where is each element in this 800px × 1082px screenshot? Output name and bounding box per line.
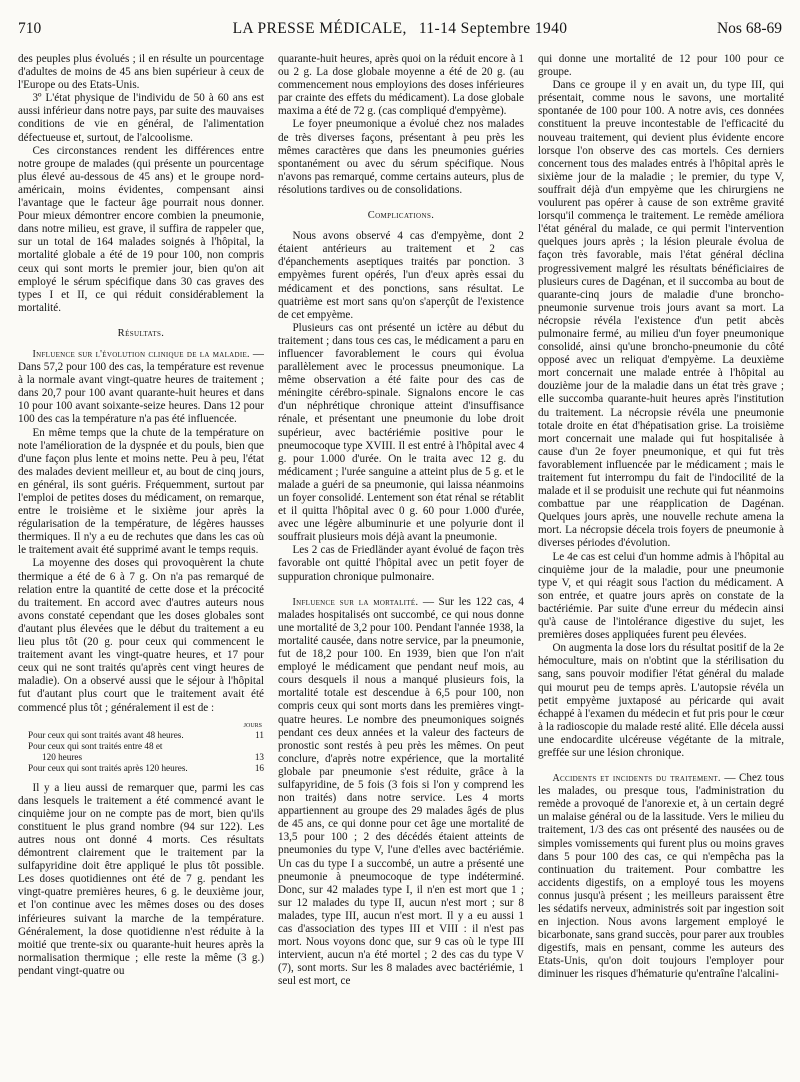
- paragraph: Dans ce groupe il y en avait un, du type III, qui présentait, comme nous le savons, une mortalité spontanée de 100 pour 100. A notre avis, ces données constituent la preuve incontestable de l'efficacité du nouveau traitement, qui devient plus évidente encore lorsque l'on observe des cas mortels. Ces derniers concernent tous des malades entrés à l'hôpital après le sixième jour de la maladie ; le premier, du type V, souffrait déjà d'un empyème que les chirurgiens ne voulurent pas opérer à cause de son extrême gravité lorsqu'il commença le traitement. Le remède améliora l'état général du malade, ce qui permit l'intervention quelques jours après ; la lésion pleurale évolua de façon très favorable, mais l'état général déclina progressivement malgré les résultats bénéficiaires de plusieurs cures de Dagénan, et il succomba au bout de quarante-cinq jours de maladie d'une broncho-pneumonie survenue trois jours avant sa mort. La nécropsie révéla l'existence d'un petit abcès pulmonaire fermé, au milieu d'un foyer pneumonique consolidé, ainsi qu'une broncho-pneumonie du côté opposé avec un reliquat d'empyème. La deuxième mort concernait une malade entrée à l'hôpital au douzième jour de la maladie dans un état très grave ; elle succomba quarante-huit heures après l'institution du traitement. La nécropsie révéla une pneumonie totale droite en état d'hépatisation grise. La troisième mort concernait une malade qui fut hospitalisée à cause d'un 2e foyer pneumonique, et qui fut très favorablement influencée par le médicament ; mais le traitement fut interrompu du fait de l'indocilité de la malade et il se produisit une rechute qui fut néanmoins combattue par une réapplication de Dagénan. Quelques jours après, une nouvelle rechute amena la mort. La nécropsie décela trois foyers de pneumonie à diverses périodes d'évolution.: [538, 79, 784, 550]
- paragraph: Le 4e cas est celui d'un homme admis à l'hôpital au cinquième jour de la maladie, pour une pneumonie type V, et qui réagit sous l'action du médicament. A son entrée, et quatre jours après on constate de la bactériémie. Par suite d'une erreur du médecin ainsi qu'à cause de l'intolérance digestive du sujet, les premières doses appliquées furent peu élevées.: [538, 550, 784, 642]
- paragraph: qui donne une mortalité de 12 pour 100 pour ce groupe.: [538, 53, 784, 79]
- paragraph: [538, 772, 784, 982]
- journal-name: LA PRESSE MÉDICALE,: [232, 20, 407, 37]
- table-cell-label: Pour ceux qui sont traités entre 48 et: [28, 740, 163, 751]
- table-row: [28, 752, 264, 763]
- run-in-heading: Influence sur l'évolution clinique de la maladie.: [32, 348, 250, 360]
- table-cell-label: Pour ceux qui sont traités après 120 heures.: [28, 762, 188, 773]
- table-row: [28, 730, 264, 741]
- table-cell-label: Pour ceux qui sont traités avant 48 heures.: [28, 729, 184, 740]
- paragraph: quarante-huit heures, après quoi on la réduit encore à 1 ou 2 g. La dose globale moyenne a été de 20 g. (au commencement nous employions des doses inférieures par crainte des effets du médicament). La dose globale maxima a été de 72 g. (cas compliqué d'empyème).: [278, 53, 524, 118]
- paragraph-text: — Chez tous les malades, ou presque tous, l'administration du remède a provoqué de l'anorexie et, à un certain degré un malaise général ou de la lassitude. Vers le milieu du traitement, 1/3 des cas ont présenté des nausées ou de simples vomissements qui furent plus ou moins graves dans 5 pour 100 des cas, ce qui n'empêcha pas la continuation du traitement. Pour combattre les accidents digestifs, on a employé tous les moyens connus jusqu'à présent ; les meilleurs paraissent être les sédatifs nerveux, administrés soit par ingestion soit en injection. Nous avons largement employé le bicarbonate, sans grand succès, pour parer aux troubles digestifs, mais en pensant, comme les auteurs des Etats-Unis, qu'on doit toujours l'employer pour diminuer les risques d'hématurie qu'entraîne l'alcalini-: [538, 772, 784, 981]
- paragraph-text: — Sur les 122 cas, 4 malades hospitalisés ont succombé, ce qui nous donne une mortalité de 3,2 pour 100. Pendant l'année 1938, la mortalité causée, dans notre service, par la pneumonie, fut de 18,2 pour 100. En 1939, bien que l'on n'ait employé le médicament que pendant neuf mois, au cours desquels il nous a manqué plusieurs fois, la mortalité totale est descendue à 6,5 pour 100, non compris ceux qui sont morts dans les premières vingt-quatre heures. Le nombre des pneumoniques soignés pendant ces deux années et la valeur des facteurs de pronostic sont restés à peu près les mêmes. On peut conclure, d'après notre expérience, que la mortalité globale par pneumonie s'est réduite, grâce à la sulfapyridine, de 5 fois (3 fois si l'on y comprend les non traités) dans notre service. Les 4 morts appartiennent au groupe des 29 malades âgés de plus de 45 ans, ce qui donne pour cet âge une mortalité de 13,5 pour 100 ; 2 des décédés étaient atteints de pneumonies du type V, l'une d'elles avec bactériémie. Un cas du type I a succombé, un autre a présenté une pneumonie à pneumocoque de type indéterminé. Donc, sur 42 malades type I, il n'en est mort que 1 ; sur 12 malades du type II, aucun n'est mort ; sur 8 malades, type III, aucun n'est mort. Il y a eu aussi 1 cas d'association des types III et VIII : il n'est pas mort. Nous voyons donc que, sur 9 cas où le type III intervient, aucun n'a été mortel ; 2 des cas du type V (7), sont morts. Sur les 8 malades avec bactériémie, 1 seul est mort, ce: [278, 595, 524, 988]
- table-cell-value: 11: [255, 729, 264, 740]
- paragraph: [278, 596, 524, 989]
- issue-number: Nos 68-69: [716, 20, 782, 37]
- column-right: [538, 53, 784, 1073]
- paragraph: Les 2 cas de Friedländer ayant évolué de façon très favorable ont quitté l'hôpital avec un petit foyer de suppuration chronique pulmonaire.: [278, 544, 524, 583]
- paragraph: Il y a lieu aussi de remarquer que, parmi les cas dans lesquels le traitement a été commencé avant le cinquième jour on ne compte pas de mort, bien qu'ils constituent le plus grand nombre (94 sur 122). Les autres nous ont donné 4 morts. Ces résultats démontrent clairement que le traitement par la sulfapyridine doit être appliqué le plus tôt possible. Les doses quotidiennes ont été de 7 g. pendant les vingt-quatre premières heures, 6 g. le deuxième jour, et l'on continue avec les mêmes doses ou des doses inférieures suivant la marche de la température. Généralement, la dose quotidienne n'est réduite à la moitié que trente-six ou quarante-huit heures après la normalisation thermique ; elle reste la même (3 g.) pendant vingt-quatre ou: [18, 781, 264, 977]
- run-in-heading: Accidents et incidents du traitement.: [552, 773, 721, 785]
- page-header: [18, 18, 782, 40]
- table-cell-label: 120 heures: [42, 751, 83, 762]
- table-cell-value: 13: [254, 751, 264, 762]
- column-middle: [278, 53, 524, 1073]
- paragraph: Plusieurs cas ont présenté un ictère au début du traitement ; dans tous ces cas, le médicament a paru en influencer favorablement le cours qui évolua parallèlement avec le processus pneumonique. La même observation a été faite pour des cas de méningite cérébro-spinale. Signalons encore le cas d'un néphrétique chronique atteint d'insuffisance rénale, et présentant une pneumonie du lobe droit supérieur, avec bactériémie positive pour le pneumocoque type XVIII. Il est entré à l'hôpital avec 4 g. pour 1.000 d'urée. On le traita avec 12 g. du médicament ; l'urée sanguine a atteint plus de 5 g. et le malade a guéri de sa pneumonie, qui laissa néanmoins un foyer consolidé. Lentement son état rénal se rétablit et il quitta l'hôpital avec 0 g. 60 pour 1.000 d'urée, avec une légère albuminurie et une polyurie dont il souffrait plusieurs mois déjà avant la pneumonie.: [278, 321, 524, 544]
- paragraph: On augmenta la dose lors du résultat positif de la 2e hémoculture, mais on n'obtint que la stérilisation du sang, sans pouvoir modifier l'état général du malade qui mourut peu de temps après. L'autopsie révéla un petit empyème juxtaposé au péricarde qui avait échappé à l'examen du médecin et fut pris pour le cœur à la radioscopie du malade resté alité. Elle décela aussi une endocardite ulcéreuse végétante de la mitrale, greffée sur une lésion chronique.: [538, 642, 784, 759]
- paragraph: En même temps que la chute de la température on note l'amélioration de la dyspnée et du pouls, bien que d'une façon plus lente et moins nette. Peu à peu, l'état des malades devient meilleur et, au bout de cinq jours, en général, ils sont guéris. Fréquemment, surtout par l'emploi de petites doses du médicament, on remarque, entre le troisième et le sixième jour après la régularisation de la température, de légères hausses thermiques. Il n'y a eu de rechutes que dans les cas où le traitement avait été supprimé avant le temps requis.: [18, 426, 264, 557]
- paragraph: Ces circonstances rendent les différences entre notre groupe de malades (qui présente un pourcentage plus élevé au-dessous de 45 ans) et le groupe nord-américain, moins évidentes, compensant ainsi l'avantage que le facteur âge pourrait nous donner. Pour mieux démontrer encore combien la pneumonie, dans notre milieu, est grave, il suffira de rappeler que, sur un total de 164 malades soignés à l'hôpital, la mortalité globale a été de 19 pour 100, non compris ceux qui sont morts le premier jour, bien qu'on ait employé le sérum spécifique dans 30 cas graves des types I et II, ce qui réduit considérablement la mortalité.: [18, 144, 264, 314]
- paragraph: Nous avons observé 4 cas d'empyème, dont 2 étaient antérieurs au traitement et 2 cas d'épanchements aseptiques traités par ponction. 3 empyèmes furent opérés, l'un d'eux après essai du médicament et des ponctions, sans résultat. Le quatrième est mort sans qu'on s'aperçût de l'existence de cet empyème.: [278, 230, 524, 321]
- issue-date: 11-14 Septembre 1940: [418, 20, 568, 37]
- paragraph: La moyenne des doses qui provoquèrent la chute thermique a été de 6 à 7 g. On n'a pas remarqué de relation entre la quantité de cette dose et la précocité du traitement. En accord avec d'autres auteurs nous avons constaté cependant que les doses globales sont d'autant plus élevées que le début du traitement a eu lieu plus tôt (20 g. pour ceux qui commencent le traitement avant les vingt-quatre heures, et 17 pour ceux qui ne sont traités qu'après cent vingt heures de maladie). On a observé aussi que le séjour à l'hôpital fut d'autant plus court que le traitement avait été commencé plus tôt ; généralement il est de :: [18, 557, 264, 714]
- table-row: [28, 763, 264, 774]
- column-left: [18, 53, 264, 1073]
- journal-title-line: [18, 18, 782, 40]
- paragraph: des peuples plus évolués ; il en résulte un pourcentage d'adultes de moins de 45 ans bien supérieur à ceux de l'Europe ou des Etats-Unis.: [18, 53, 264, 92]
- hospital-stay-table: [28, 719, 264, 774]
- table-cell-value: 16: [254, 762, 264, 773]
- section-heading-results: Résultats.: [117, 327, 165, 339]
- paragraph: 3º L'état physique de l'individu de 50 à 60 ans est aussi inférieur dans notre pays, par suite des mauvaises conditions de vie en général, de l'alimentation défectueuse et, surtout, de l'alcoolisme.: [18, 92, 264, 144]
- run-in-heading: Influence sur la mortalité.: [292, 596, 419, 608]
- table-header-days: jours: [243, 718, 262, 729]
- page-number: 710: [18, 20, 42, 37]
- paragraph: Le foyer pneumonique a évolué chez nos malades de très diverses façons, présentant à peu près les mêmes caractères que dans les pneumonies guéries spontanément ou avec du sérum spécifique. Nous n'avons pas remarqué, comme certains auteurs, plus de résolutions tardives ou de consolidations.: [278, 118, 524, 196]
- section-heading-complications: Complications.: [367, 210, 435, 222]
- text-columns: [18, 53, 784, 1073]
- paragraph-text: — Dans 57,2 pour 100 des cas, la température est revenue à la normale avant vingt-quatre heures de traitement ; dans 20,7 pour 100 avant quarante-huit heures et dans 10 pour 100 avant soixante-seize heures. Dans 12 pour 100 des cas la température n'a pas été influencée.: [18, 347, 264, 426]
- table-row: [28, 741, 264, 752]
- paragraph: [18, 348, 264, 427]
